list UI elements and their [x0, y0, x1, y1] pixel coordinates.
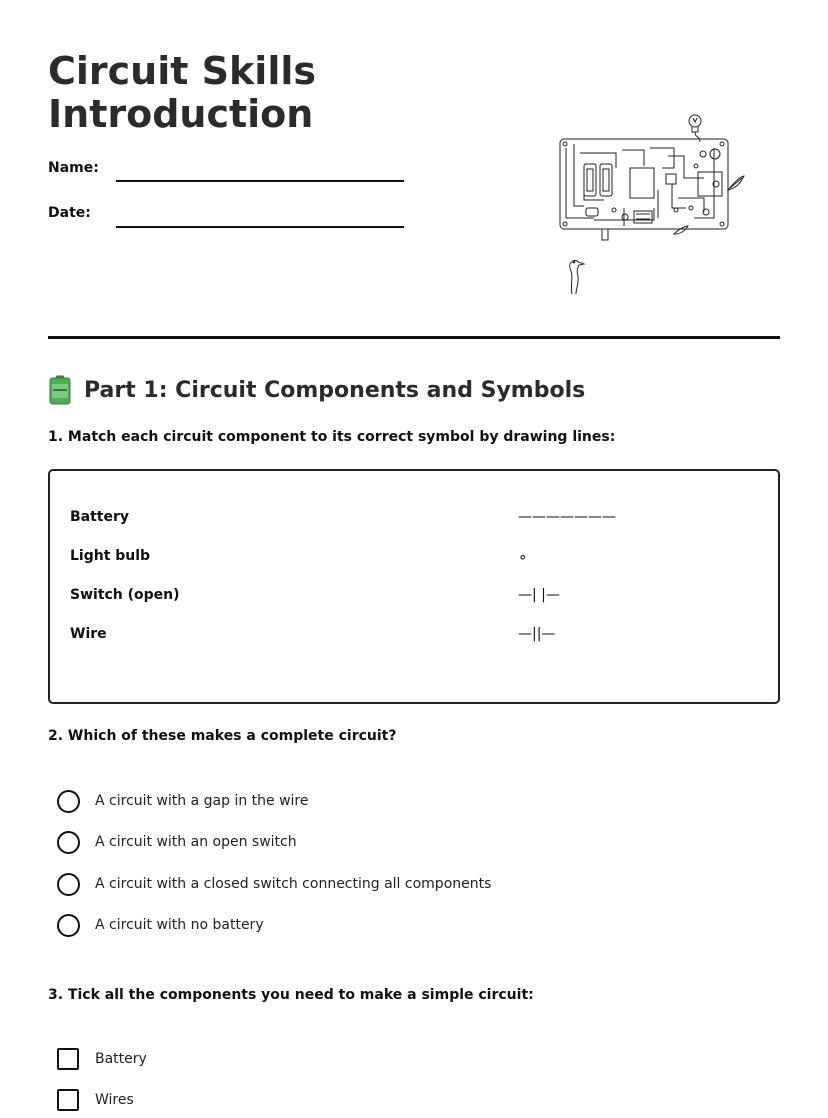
radio-button[interactable] [57, 790, 80, 813]
q2-option-4[interactable] [57, 913, 264, 937]
date-label: Date: [48, 205, 91, 221]
name-label: Name: [48, 160, 99, 176]
checkbox[interactable] [57, 1089, 79, 1111]
question-2: 2. Which of these makes a complete circuit? [48, 728, 397, 744]
date-line[interactable] [116, 226, 404, 228]
symbol-circle[interactable]: ∘ [518, 548, 528, 566]
symbol-gap[interactable]: —| |— [518, 587, 560, 603]
part1-title: Part 1: Circuit Components and Symbols [84, 377, 586, 403]
battery-icon [48, 375, 72, 405]
question-3: 3. Tick all the components you need to make a simple circuit: [48, 987, 534, 1003]
q2-option-1-label: A circuit with a gap in the wire [95, 793, 309, 809]
component-battery[interactable]: Battery [70, 509, 130, 525]
q2-option-4-label: A circuit with no battery [95, 917, 264, 933]
circuit-board-illustration [554, 108, 750, 298]
q3-option-battery[interactable] [57, 1047, 147, 1071]
name-line[interactable] [116, 180, 404, 182]
radio-button[interactable] [57, 831, 80, 854]
q2-option-2-label: A circuit with an open switch [95, 834, 297, 850]
title-line-1: Circuit Skills [48, 49, 316, 93]
q3-option-wires-label: Wires [95, 1092, 134, 1108]
symbol-line[interactable]: ——————— [518, 509, 616, 525]
part1-heading [48, 374, 585, 406]
q3-option-wires[interactable] [57, 1088, 134, 1112]
component-light-bulb[interactable]: Light bulb [70, 548, 151, 564]
checkbox[interactable] [57, 1048, 79, 1070]
component-wire[interactable]: Wire [70, 626, 107, 642]
q2-option-1[interactable] [57, 789, 309, 813]
matching-box[interactable] [48, 469, 780, 704]
radio-button[interactable] [57, 914, 80, 937]
section-divider [48, 336, 780, 339]
title-line-2: Introduction [48, 92, 314, 136]
q2-option-3-label: A circuit with a closed switch connecting all components [95, 876, 492, 892]
radio-button[interactable] [57, 873, 80, 896]
symbol-cell[interactable]: —||— [518, 626, 556, 642]
q2-option-3[interactable] [57, 872, 491, 896]
q3-option-battery-label: Battery [95, 1051, 147, 1067]
component-switch-open[interactable]: Switch (open) [70, 587, 180, 603]
question-1: 1. Match each circuit component to its correct symbol by drawing lines: [48, 429, 616, 445]
page-title [48, 50, 468, 136]
q2-option-2[interactable] [57, 830, 297, 854]
